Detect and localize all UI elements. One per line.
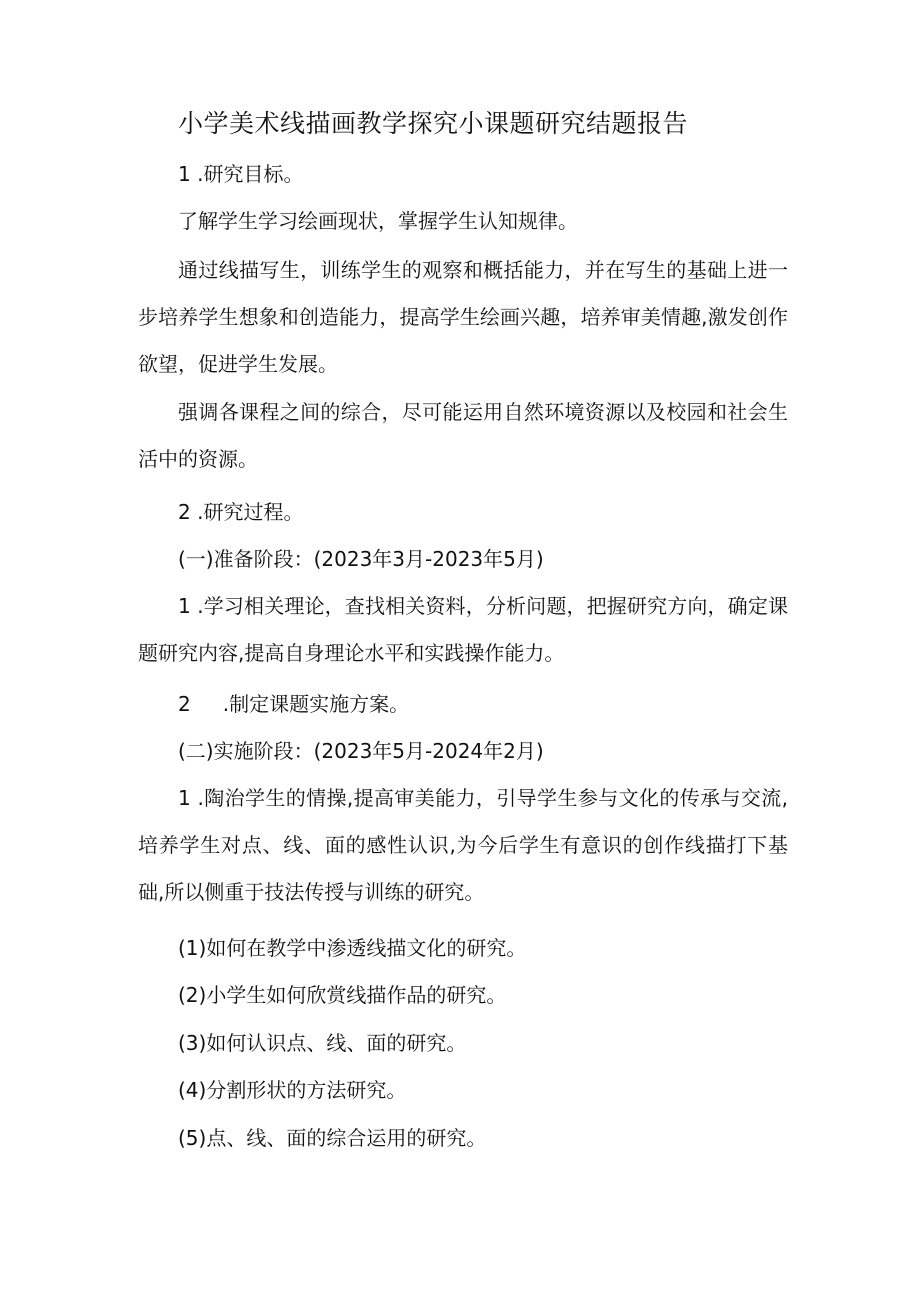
paragraph-goal-2: 通过线描写生，训练学生的观察和概括能力，并在写生的基础上进一步培养学生想象和创造能力，提高学生绘画兴趣，培养审美情趣,激发创作欲望，促进学生发展。 [138, 258, 788, 376]
list-item-sub-4: (4)分割形状的方法研究。 [178, 1078, 407, 1102]
item-text: .制定课题实施方案。 [222, 692, 410, 716]
paragraph-preparation-item-2 [178, 690, 409, 718]
section-heading-research-process: 2 .研究过程。 [178, 500, 304, 524]
list-item-sub-2: (2)小学生如何欣赏线描作品的研究。 [178, 983, 507, 1007]
stage-heading-implementation: (二)实施阶段：(2023年5月-2024年2月) [178, 739, 544, 763]
list-item-sub-3: (3)如何认识点、线、面的研究。 [178, 1031, 467, 1055]
item-number: 2 [178, 692, 191, 716]
list-item-sub-5: (5)点、线、面的综合运用的研究。 [178, 1126, 487, 1150]
paragraph-implementation-item-1: 1 .陶治学生的情操,提高审美能力，引导学生参与文化的传承与交流,培养学生对点、线、面的感性认识,为今后学生有意识的创作线描打下基础,所以侧重于技法传授与训练的研究。 [138, 786, 788, 904]
paragraph-goal-3: 强调各课程之间的综合，尽可能运用自然环境资源以及校园和社会生活中的资源。 [138, 400, 788, 471]
document-title: 小学美术线描画教学探究小课题研究结题报告 [178, 109, 689, 138]
list-item-sub-1: (1)如何在教学中渗透线描文化的研究。 [178, 936, 527, 960]
section-heading-research-goals: 1 .研究目标。 [178, 162, 304, 186]
paragraph-goal-1: 了解学生学习绘画现状，掌握学生认知规律。 [178, 209, 578, 233]
paragraph-preparation-item-1: 1 .学习相关理论，查找相关资料，分析问题，把握研究方向，确定课题研究内容,提高自身理论水平和实践操作能力。 [138, 594, 788, 665]
stage-heading-preparation: (一)准备阶段：(2023年3月-2023年5月) [178, 547, 544, 571]
